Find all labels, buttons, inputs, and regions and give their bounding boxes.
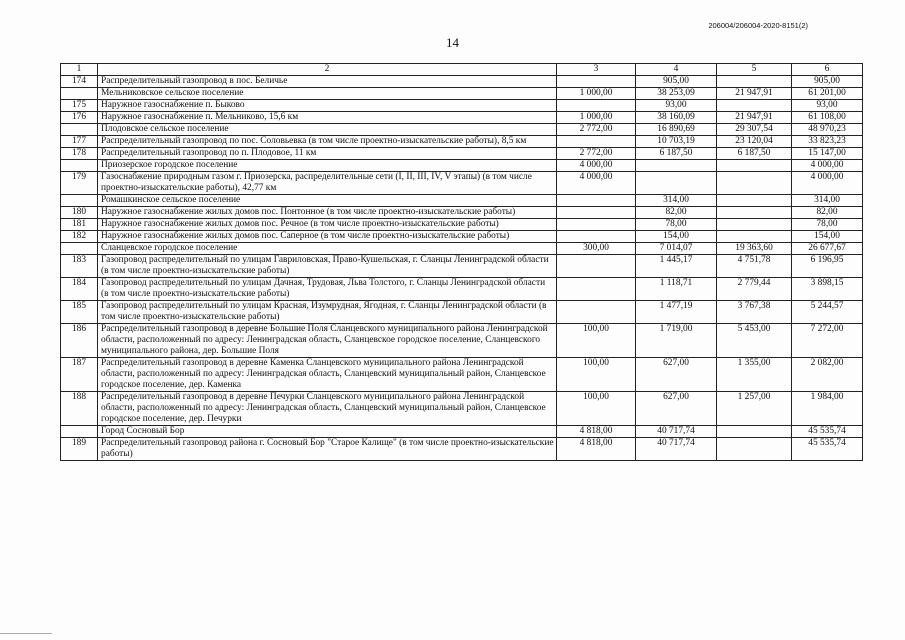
value-col-4: 38 253,09	[636, 88, 717, 100]
table-row	[61, 172, 863, 195]
row-number: 181	[61, 219, 98, 231]
item-name: Наружное газоснабжение п. Быково	[98, 100, 557, 112]
item-name: Наружное газоснабжение жилых домов пос. Саперное (в том числе проектно-изыскательские работы)	[98, 231, 557, 243]
value-col-4: 905,00	[636, 76, 717, 88]
value-col-3: 4 818,00	[557, 438, 636, 461]
row-number	[61, 426, 98, 438]
value-col-4: 314,00	[636, 195, 717, 207]
value-col-4: 82,00	[636, 207, 717, 219]
header-col-3: 3	[557, 64, 636, 76]
value-col-4	[636, 172, 717, 195]
table-row	[61, 301, 863, 324]
item-name: Газоснабжение природным газом г. Приозерска, распределительные сети (I, II, III, IV, V этапы) (в том числе проектно-изыскательские работы), 42,77 км	[98, 172, 557, 195]
item-name: Распределительный газопровод в деревне Каменка Сланцевского муниципального района Ленинградской области, расположенный по адресу: Ленинградская область, Сланцевский муниципальный район, Сланцевское городское поселение, дер. Каменка	[98, 358, 557, 392]
budget-table	[60, 63, 863, 461]
row-number	[61, 124, 98, 136]
value-col-6: 154,00	[792, 231, 863, 243]
table-row	[61, 438, 863, 461]
row-number: 178	[61, 148, 98, 160]
table-row	[61, 231, 863, 243]
item-name: Распределительный газопровод по пос. Соловьевка (в том числе проектно-изыскательские работы), 8,5 км	[98, 136, 557, 148]
footer-rule	[0, 633, 52, 634]
row-number: 180	[61, 207, 98, 219]
value-col-6: 314,00	[792, 195, 863, 207]
table-row	[61, 426, 863, 438]
value-col-4: 1 477,19	[636, 301, 717, 324]
value-col-6: 61 201,00	[792, 88, 863, 100]
value-col-4: 1 719,00	[636, 324, 717, 358]
item-name: Газопровод распределительный по улицам Красная, Изумрудная, Ягодная, г. Сланцы Ленинградской области (в том числе проектно-изыскательские работы)	[98, 301, 557, 324]
value-col-5	[717, 438, 792, 461]
value-col-5	[717, 207, 792, 219]
value-col-6: 4 000,00	[792, 160, 863, 172]
value-col-3	[557, 231, 636, 243]
item-name: Наружное газоснабжение жилых домов пос. Речное (в том числе проектно-изыскательские работы)	[98, 219, 557, 231]
item-name: Наружное газоснабжение жилых домов пос. Понтонное (в том числе проектно-изыскательские работы)	[98, 207, 557, 219]
value-col-3: 4 000,00	[557, 172, 636, 195]
value-col-3: 100,00	[557, 324, 636, 358]
value-col-3: 100,00	[557, 392, 636, 426]
table-row	[61, 324, 863, 358]
value-col-6: 33 823,23	[792, 136, 863, 148]
value-col-3	[557, 195, 636, 207]
value-col-6: 7 272,00	[792, 324, 863, 358]
item-name: Город Сосновый Бор	[98, 426, 557, 438]
table-row	[61, 148, 863, 160]
item-name: Плодовское сельское поселение	[98, 124, 557, 136]
value-col-3: 2 772,00	[557, 124, 636, 136]
value-col-5: 21 947,91	[717, 112, 792, 124]
value-col-6: 5 244,57	[792, 301, 863, 324]
value-col-6: 48 970,23	[792, 124, 863, 136]
value-col-4: 40 717,74	[636, 438, 717, 461]
value-col-6: 93,00	[792, 100, 863, 112]
value-col-5: 3 767,38	[717, 301, 792, 324]
value-col-5	[717, 160, 792, 172]
row-number: 175	[61, 100, 98, 112]
value-col-4: 154,00	[636, 231, 717, 243]
table-row	[61, 207, 863, 219]
item-name: Распределительный газопровод района г. Сосновый Бор "Старое Калище" (в том числе проектно-изыскательские работы)	[98, 438, 557, 461]
row-number: 184	[61, 278, 98, 301]
value-col-6: 45 535,74	[792, 426, 863, 438]
row-number: 174	[61, 76, 98, 88]
value-col-6: 82,00	[792, 207, 863, 219]
value-col-4: 7 014,07	[636, 243, 717, 255]
item-name: Газопровод распределительный по улицам Гавриловская, Право-Кушельская, г. Сланцы Ленинградской области (в том числе проектно-изыскательские работы)	[98, 255, 557, 278]
value-col-6: 2 082,00	[792, 358, 863, 392]
table-row	[61, 392, 863, 426]
table-row	[61, 124, 863, 136]
value-col-4: 78,00	[636, 219, 717, 231]
value-col-3: 300,00	[557, 243, 636, 255]
value-col-5: 6 187,50	[717, 148, 792, 160]
value-col-4: 38 160,09	[636, 112, 717, 124]
value-col-3	[557, 136, 636, 148]
value-col-3	[557, 255, 636, 278]
value-col-4: 10 703,19	[636, 136, 717, 148]
item-name: Приозерское городское поселение	[98, 160, 557, 172]
value-col-3: 100,00	[557, 358, 636, 392]
value-col-4: 93,00	[636, 100, 717, 112]
item-name: Распределительный газопровод в деревне Печурки Сланцевского муниципального района Ленинградской области, расположенный по адресу: Ленинградская область, Сланцевский муниципальный район, Сланцевское городское поселение, дер. Печурки	[98, 392, 557, 426]
value-col-3	[557, 76, 636, 88]
value-col-4	[636, 160, 717, 172]
value-col-4: 627,00	[636, 358, 717, 392]
value-col-6: 4 000,00	[792, 172, 863, 195]
value-col-4: 627,00	[636, 392, 717, 426]
value-col-5: 4 751,78	[717, 255, 792, 278]
value-col-3: 4 818,00	[557, 426, 636, 438]
value-col-5: 29 307,54	[717, 124, 792, 136]
value-col-4: 40 717,74	[636, 426, 717, 438]
item-name: Распределительный газопровод в пос. Беличье	[98, 76, 557, 88]
header-col-6: 6	[792, 64, 863, 76]
value-col-6: 45 535,74	[792, 438, 863, 461]
value-col-6: 905,00	[792, 76, 863, 88]
item-name: Сланцевское городское поселение	[98, 243, 557, 255]
value-col-6: 1 984,00	[792, 392, 863, 426]
row-number	[61, 195, 98, 207]
value-col-6: 15 147,00	[792, 148, 863, 160]
value-col-5: 1 355,00	[717, 358, 792, 392]
value-col-4: 1 118,71	[636, 278, 717, 301]
table-row	[61, 100, 863, 112]
page-number: 14	[446, 35, 459, 50]
value-col-4: 1 445,17	[636, 255, 717, 278]
header-col-5: 5	[717, 64, 792, 76]
value-col-5: 5 453,00	[717, 324, 792, 358]
table-row	[61, 219, 863, 231]
table-row	[61, 255, 863, 278]
item-name: Распределительный газопровод в деревне Большие Поля Сланцевского муниципального района Ленинградской области, расположенный по адресу: Ленинградская область, Сланцевское городское поселение, Сланцевского муниципального района, дер. Большие Поля	[98, 324, 557, 358]
row-number	[61, 160, 98, 172]
value-col-5	[717, 231, 792, 243]
item-name: Газопровод распределительный по улицам Дачная, Трудовая, Льва Толстого, г. Сланцы Ленинградской области (в том числе проектно-изыскательские работы)	[98, 278, 557, 301]
row-number: 187	[61, 358, 98, 392]
header-col-4: 4	[636, 64, 717, 76]
item-name: Мельниковское сельское поселение	[98, 88, 557, 100]
item-name: Ромашкинское сельское поселение	[98, 195, 557, 207]
row-number: 182	[61, 231, 98, 243]
table-row	[61, 278, 863, 301]
value-col-3: 1 000,00	[557, 88, 636, 100]
value-col-6: 26 677,67	[792, 243, 863, 255]
document-id: 206004/206004-2020-8151(2)	[708, 21, 808, 30]
header-col-1: 1	[61, 64, 98, 76]
value-col-3: 2 772,00	[557, 148, 636, 160]
value-col-3	[557, 207, 636, 219]
row-number	[61, 88, 98, 100]
value-col-4: 6 187,50	[636, 148, 717, 160]
table-row	[61, 358, 863, 392]
row-number: 183	[61, 255, 98, 278]
value-col-3: 4 000,00	[557, 160, 636, 172]
value-col-5: 19 363,60	[717, 243, 792, 255]
row-number	[61, 243, 98, 255]
value-col-6: 61 108,00	[792, 112, 863, 124]
table-row	[61, 76, 863, 88]
value-col-3: 1 000,00	[557, 112, 636, 124]
value-col-5: 23 120,04	[717, 136, 792, 148]
table-row	[61, 136, 863, 148]
row-number: 177	[61, 136, 98, 148]
value-col-6: 78,00	[792, 219, 863, 231]
table-row	[61, 195, 863, 207]
table-header-row	[61, 64, 863, 76]
row-number: 189	[61, 438, 98, 461]
row-number: 185	[61, 301, 98, 324]
table-row	[61, 112, 863, 124]
value-col-5	[717, 426, 792, 438]
value-col-5: 21 947,91	[717, 88, 792, 100]
value-col-5	[717, 76, 792, 88]
table-row	[61, 160, 863, 172]
row-number: 186	[61, 324, 98, 358]
value-col-5	[717, 219, 792, 231]
value-col-5	[717, 100, 792, 112]
value-col-4: 16 890,69	[636, 124, 717, 136]
value-col-3	[557, 278, 636, 301]
value-col-3	[557, 100, 636, 112]
item-name: Распределительный газопровод по п. Плодовое, 11 км	[98, 148, 557, 160]
row-number: 179	[61, 172, 98, 195]
row-number: 176	[61, 112, 98, 124]
value-col-3	[557, 219, 636, 231]
value-col-5: 1 257,00	[717, 392, 792, 426]
table-row	[61, 88, 863, 100]
row-number: 188	[61, 392, 98, 426]
header-col-2: 2	[98, 64, 557, 76]
value-col-6: 3 898,15	[792, 278, 863, 301]
value-col-5	[717, 172, 792, 195]
item-name: Наружное газоснабжение п. Мельниково, 15,6 км	[98, 112, 557, 124]
table-row	[61, 243, 863, 255]
value-col-6: 6 196,95	[792, 255, 863, 278]
value-col-5: 2 779,44	[717, 278, 792, 301]
value-col-3	[557, 301, 636, 324]
value-col-5	[717, 195, 792, 207]
